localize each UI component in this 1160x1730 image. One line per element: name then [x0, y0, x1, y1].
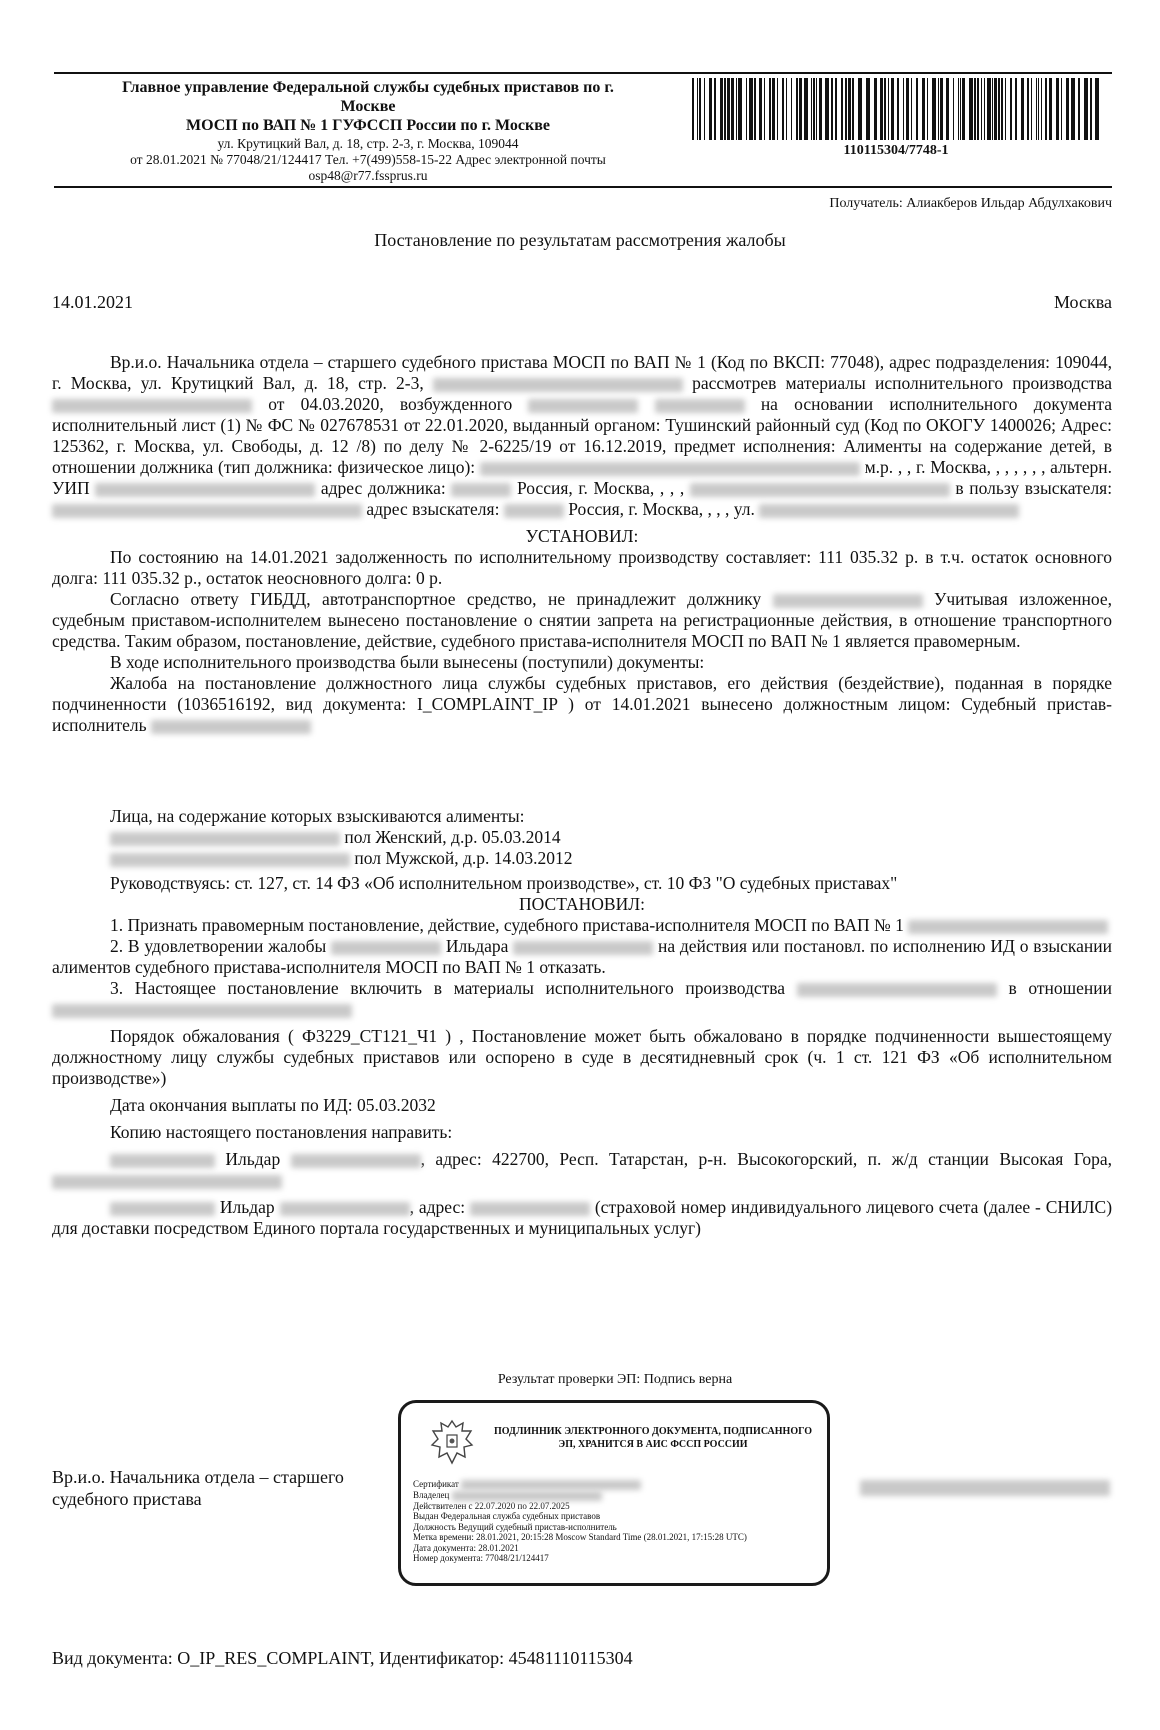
barcode-bar — [1061, 78, 1062, 140]
header-top-rule — [54, 72, 1112, 74]
redacted-snils — [470, 1202, 590, 1216]
intro-text-5: м.р. , , г. Москва, , , , , , , альтерн. УИП — [52, 457, 1113, 498]
barcode-bar — [1005, 78, 1006, 140]
child-row — [52, 827, 1112, 848]
barcode-bar — [813, 78, 815, 140]
redacted-surname — [331, 941, 441, 955]
redacted-claimant — [52, 504, 362, 518]
stamp-issuer: Выдан Федеральная служба судебных приставов — [413, 1511, 601, 1522]
barcode-bar — [974, 78, 976, 140]
barcode-bar — [709, 78, 712, 140]
stamp-details — [413, 1479, 823, 1564]
redacted-debtor — [773, 594, 923, 608]
resolution-3 — [52, 978, 1112, 1020]
gibdd-paragraph — [52, 589, 1112, 652]
electronic-signature-stamp — [398, 1400, 830, 1586]
payment-end-date: Дата окончания выплаты по ИД: 05.03.2032 — [110, 1095, 436, 1115]
coat-of-arms-icon — [429, 1417, 475, 1467]
child-row — [52, 848, 1112, 869]
intro-text-6: адрес должника: — [320, 478, 446, 498]
barcode-bar — [769, 78, 771, 140]
barcode — [690, 78, 1102, 140]
signature-check-result: Результат проверки ЭП: Подпись верна — [497, 1372, 733, 1387]
resolution-2-text-2: Ильдара — [445, 936, 509, 956]
redacted-uip — [95, 483, 315, 497]
barcode-bar — [1045, 78, 1047, 140]
barcode-bar — [1031, 78, 1032, 140]
resolution-3-text-1: 3. Настоящее постановление включить в материалы исполнительного производства — [110, 978, 786, 998]
debt-paragraph: По состоянию на 14.01.2021 задолженность по исполнительному производству составляет: 111 035.32 р. в т.ч. остаток основного долга: 111 035.32 р., остаток неосновного долга: 0 р. — [52, 547, 1112, 588]
barcode-bar — [932, 78, 936, 140]
barcode-bar — [845, 78, 847, 140]
redacted-name — [433, 378, 683, 392]
barcode-bar — [852, 78, 854, 140]
barcode-bar — [1056, 78, 1059, 140]
intro-text-10: Россия, г. Москва, , , , ул. — [568, 499, 755, 519]
redacted-patronymic — [291, 1154, 421, 1168]
barcode-bar — [811, 78, 812, 140]
barcode-bar — [958, 78, 959, 140]
barcode-bar — [946, 78, 949, 140]
barcode-bar — [819, 78, 822, 140]
documents-paragraph: В ходе исполнительного производства были вынесены (поступили) документы: — [110, 652, 705, 672]
established-heading: УСТАНОВИЛ: — [525, 526, 639, 546]
stamp-position: Должность Ведущий судебный пристав-исполнитель — [413, 1521, 617, 1532]
department-name: МОСП по ВАП № 1 ГУФССП России по г. Москве — [186, 117, 550, 134]
document-date: 14.01.2021 — [52, 292, 133, 312]
barcode-bar — [922, 78, 925, 140]
barcode-bar — [697, 78, 698, 140]
resolution-3-text-2: в отношении — [1008, 978, 1113, 998]
resolved-heading: ПОСТАНОВИЛ: — [519, 894, 645, 914]
copy-2-name: Ильдар — [219, 1197, 275, 1217]
redacted-name — [655, 399, 745, 413]
barcode-bar — [1027, 78, 1029, 140]
redacted-child-name — [110, 832, 340, 846]
barcode-bar — [1015, 78, 1017, 140]
gibdd-text-2: Учитывая изложенное, судебным приставом-исполнителем вынесено постановление о снятии запрета на регистрационные действия, в отношение транспортного средства. Таким образом, постановление, действие, судебного пристава-исполнителя МОСП по ВАП № 1 является правомерным. — [52, 589, 1113, 651]
intro-text-8: в пользу взыскателя: — [955, 478, 1113, 498]
child-2-details: пол Мужской, д.р. 14.03.2012 — [354, 848, 573, 868]
recipient-line: Получатель: Алиакберов Ильдар Абдулхакович — [829, 196, 1112, 211]
redacted-patronymic — [280, 1202, 410, 1216]
reference-line: от 28.01.2021 № 77048/21/124417 Тел. +7(499)558-15-22 Адрес электронной почты — [130, 152, 606, 167]
copy-recipient-1 — [52, 1149, 1112, 1191]
redacted-surname — [110, 1154, 215, 1168]
barcode-bar — [938, 78, 939, 140]
barcode-bar — [906, 78, 909, 140]
barcode-bar — [782, 78, 784, 140]
intro-text-2: рассмотрев материалы исполнительного производства — [692, 373, 1112, 393]
barcode-bar — [1078, 78, 1080, 140]
barcode-bar — [731, 78, 734, 140]
barcode-bar — [764, 78, 765, 140]
complaint-text: Жалоба на постановление должностного лица службы судебных приставов, его действия (бездействие), поданная в порядке подчиненности (1036516192, вид документа: I_COMPLAINT_IP ) от 14.01.2021 вынесено должностным лицом: Судебный пристав-исполнитель — [52, 673, 1112, 735]
barcode-bar — [1010, 78, 1012, 140]
barcode-bar — [749, 78, 753, 140]
intro-text-3: от 04.03.2020, возбужденного — [268, 394, 513, 414]
barcode-bar — [724, 78, 726, 140]
redacted-case-number — [797, 983, 997, 997]
barcode-bar — [1041, 78, 1042, 140]
redacted-officer — [908, 920, 1108, 934]
barcode-bar — [738, 78, 742, 140]
barcode-bar — [866, 78, 870, 140]
barcode-bar — [1038, 78, 1039, 140]
document-footer: Вид документа: O_IP_RES_COMPLAINT, Идентификатор: 45481110115304 — [52, 1648, 633, 1668]
barcode-bar — [953, 78, 954, 140]
department-email: osp48@r77.fssprus.ru — [308, 168, 428, 183]
barcode-bar — [1066, 78, 1069, 140]
barcode-bar — [791, 78, 792, 140]
redacted-name — [528, 399, 638, 413]
barcode-bar — [759, 78, 762, 140]
org-name-line1: Главное управление Федеральной службы судебных приставов по г. — [122, 79, 614, 96]
children-heading: Лица, на содержание которых взыскиваются алименты: — [110, 806, 525, 826]
barcode-bar — [994, 78, 997, 140]
department-address: ул. Крутицкий Вал, д. 18, стр. 2-3, г. Москва, 109044 — [217, 136, 519, 151]
barcode-bar — [831, 78, 833, 140]
stamp-validity: Действителен с 22.07.2020 по 22.07.2025 — [413, 1500, 570, 1511]
barcode-bar — [816, 78, 817, 140]
barcode-bar — [835, 78, 837, 140]
copy-1-address: , адрес: 422700, Респ. Татарстан, р-н. Высокогорский, п. ж/д станции Высокая Гора, — [420, 1149, 1112, 1169]
barcode-bar — [699, 78, 701, 140]
barcode-bar — [1049, 78, 1052, 140]
barcode-bar — [927, 78, 928, 140]
barcode-bar — [1036, 78, 1037, 140]
gibdd-text-1: Согласно ответу ГИБДД, автотранспортное средство, не принадлежит должнику — [110, 589, 762, 609]
barcode-bar — [884, 78, 886, 140]
barcode-bar — [858, 78, 862, 140]
org-name-line2: Москве — [340, 98, 396, 115]
redacted-patronymic — [513, 941, 653, 955]
barcode-bar — [977, 78, 979, 140]
barcode-bar — [1021, 78, 1024, 140]
barcode-bar — [940, 78, 943, 140]
barcode-bar — [754, 78, 756, 140]
stamp-doc-date: Дата документа: 28.01.2021 — [413, 1542, 519, 1553]
barcode-bar — [704, 78, 705, 140]
redacted-child-name — [110, 853, 350, 867]
barcode-bar — [786, 78, 787, 140]
barcode-bar — [960, 78, 961, 140]
intro-text-7: Россия, г. Москва, , , , — [516, 478, 685, 498]
barcode-bar — [736, 78, 737, 140]
redacted-officer — [151, 720, 311, 734]
document-city: Москва — [1054, 292, 1112, 312]
header-bottom-rule — [54, 186, 1112, 188]
barcode-bar — [998, 78, 1000, 140]
redacted-case-number — [52, 399, 252, 413]
redacted-index — [504, 504, 564, 518]
barcode-number: 110115304/7748-1 — [843, 143, 949, 158]
guided-by: Руководствуясь: ст. 127, ст. 14 ФЗ «Об исполнительном производстве», ст. 10 ФЗ "О судебных приставах" — [110, 873, 898, 893]
barcode-bar — [911, 78, 912, 140]
appeal-procedure: Порядок обжалования ( Ф3229_СТ121_Ч1 ) , Постановление может быть обжаловано в порядке подчиненности вышестоящему должностному лицу службы судебных приставов или оспорено в суде в десятидневный срок (ч. 1 ст. 121 ФЗ «Об исполнительном производстве») — [52, 1026, 1112, 1088]
copy-recipient-2 — [52, 1197, 1112, 1239]
resolution-1 — [52, 915, 1112, 936]
stamp-doc-number: Номер документа: 77048/21/124417 — [413, 1553, 549, 1564]
barcode-bar — [841, 78, 843, 140]
document-title: Постановление по результатам рассмотрения жалобы — [374, 230, 786, 250]
barcode-bar — [727, 78, 730, 140]
copy-2-address: , адрес: — [409, 1197, 466, 1217]
child-1-details: пол Женский, д.р. 05.03.2014 — [344, 827, 561, 847]
barcode-bar — [720, 78, 723, 140]
complaint-paragraph — [52, 673, 1112, 736]
intro-text-9: адрес взыскателя: — [366, 499, 500, 519]
resolution-2-text-3: на действия или постановл. по исполнению ИД о взыскании алиментов судебного пристава-исполнителя МОСП по ВАП № 1 отказать. — [52, 936, 1113, 977]
issuer-block — [58, 78, 678, 184]
signer-position: Вр.и.о. Начальника отдела – старшего судебного пристава — [52, 1467, 344, 1509]
barcode-bar — [874, 78, 877, 140]
copy-2-delivery: (страховой номер индивидуального лицевого счета (далее - СНИЛС) для доставки посредством Единого портала государственных и муниципальных услуг) — [52, 1197, 1113, 1238]
barcode-bar — [825, 78, 829, 140]
redacted-street — [52, 1175, 282, 1189]
barcode-bar — [1071, 78, 1075, 140]
copy-1-name: Ильдар — [225, 1149, 281, 1169]
stamp-heading: ПОДЛИННИК ЭЛЕКТРОННОГО ДОКУМЕНТА, ПОДПИСАННОГО ЭП, ХРАНИТСЯ В АИС ФССП РОССИИ — [494, 1426, 812, 1450]
redacted-street — [759, 504, 1019, 518]
intro-paragraph — [52, 352, 1112, 520]
document-body — [52, 352, 1112, 1239]
barcode-bar — [984, 78, 985, 140]
resolution-2-text-1: 2. В удовлетворении жалобы — [110, 936, 327, 956]
barcode-bar — [1090, 78, 1092, 140]
resolution-2 — [52, 936, 1112, 978]
copy-heading: Копию настоящего постановления направить: — [110, 1122, 453, 1142]
redacted-index — [451, 483, 511, 497]
barcode-bar — [880, 78, 883, 140]
barcode-bar — [987, 78, 991, 140]
barcode-bar — [848, 78, 851, 140]
barcode-bar — [1001, 78, 1003, 140]
resolution-1-text: 1. Признать правомерным постановление, действие, судебного пристава-исполнителя МОСП по ВАП № 1 — [110, 915, 904, 935]
barcode-bar — [962, 78, 965, 140]
barcode-bar — [981, 78, 982, 140]
redacted-address — [690, 483, 950, 497]
barcode-bar — [777, 78, 778, 140]
barcode-bar — [916, 78, 918, 140]
barcode-bar — [804, 78, 808, 140]
barcode-bar — [891, 78, 894, 140]
intro-text-1: Вр.и.о. Начальника отдела – старшего судебного пристава МОСП по ВАП № 1 (Код по ВКСП: 77048), адрес подразделения: 109044, г. Москва, ул. Крутицкий Вал, д. 18, стр. 2-3, — [52, 352, 1112, 393]
redacted-debtor — [52, 1004, 352, 1018]
barcode-bar — [992, 78, 993, 140]
barcode-bar — [1084, 78, 1088, 140]
barcode-bar — [692, 78, 694, 140]
barcode-bar — [969, 78, 973, 140]
barcode-bar — [714, 78, 716, 140]
barcode-bar — [897, 78, 899, 140]
redacted-debtor — [480, 462, 860, 476]
barcode-bar — [772, 78, 775, 140]
barcode-bar — [903, 78, 904, 140]
redacted-signer-name — [860, 1480, 1110, 1496]
barcode-bar — [746, 78, 747, 140]
redacted-surname — [110, 1202, 215, 1216]
stamp-time-mark: Метка времени: 28.01.2021, 20:15:28 Moscow Standard Time (28.01.2021, 17:15:28 UTC) — [413, 1532, 747, 1543]
barcode-bar — [799, 78, 802, 140]
stamp-certificate: Сертификат — [413, 1479, 823, 1490]
barcode-bar — [796, 78, 798, 140]
stamp-owner: Владелец — [413, 1490, 823, 1501]
barcode-bar — [1095, 78, 1099, 140]
intro-text-4: на основании исполнительного документа исполнительный лист (1) № ФС № 027678531 от 22.01.2020, выданный органом: Тушинский районный суд (Код по ОКОГУ 1400026; Адрес: 125362, г. Москва, ул. Свободы, д. 12 /8) по делу № 2-6225/19 от 16.12.2019, предмет исполнения: Алименты на содержание детей, в отношении должника (тип должника: физическое лицо): — [52, 394, 1112, 477]
barcode-bar — [888, 78, 889, 140]
